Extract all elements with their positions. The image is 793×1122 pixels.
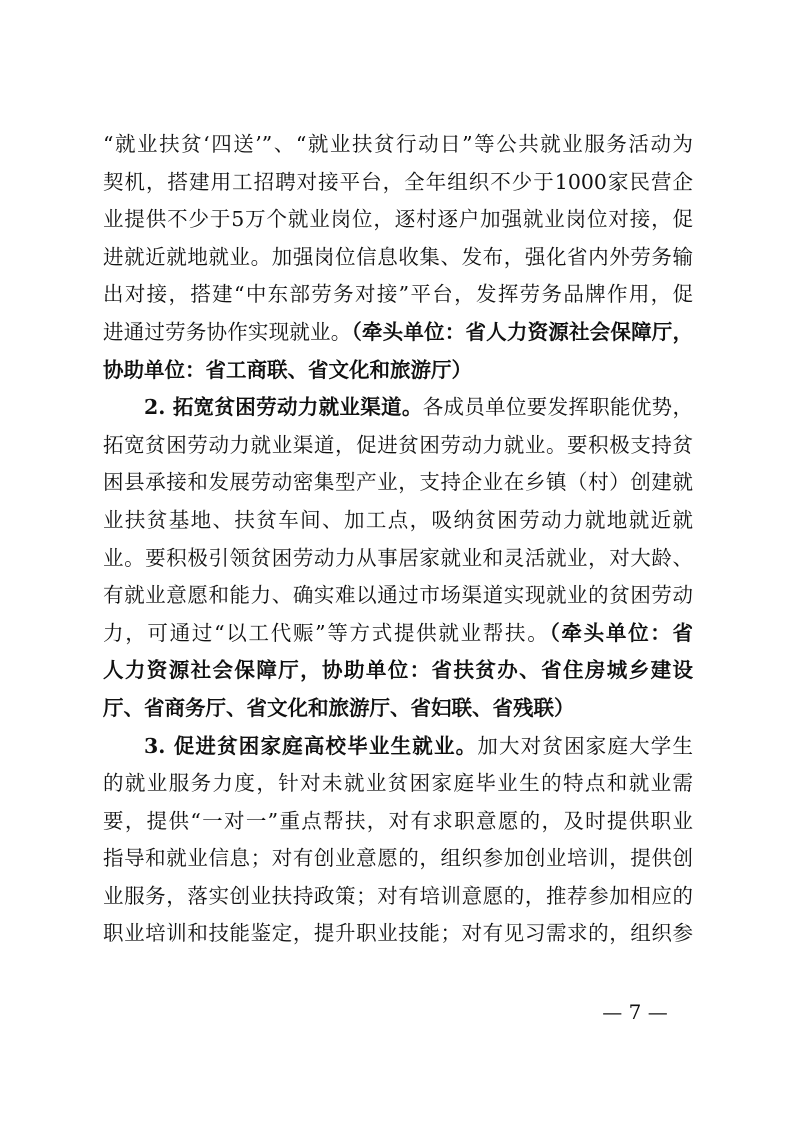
text-line [103,803,693,841]
text-line [103,690,693,728]
bold-text-segment: 协助单位：省工商联、省文化和旅游厅） [103,357,472,382]
text-line [103,728,693,766]
bold-text-segment: 厅、省商务厅、省文化和旅游厅、省妇联、省残联） [103,695,575,720]
text-segment: 进通过劳务协作实现就业。 [103,319,352,344]
text-line [103,314,693,352]
bold-text-segment: 2. 拓宽贫困劳动力就业渠道。 [144,395,423,420]
text-line [103,878,693,916]
text-segment: 的就业服务力度，针对未就业贫困家庭毕业生的特点和就业需 [103,771,693,796]
text-segment: “就业扶贫‘四送’”、“就业扶贫行动日”等公共就业服务活动为 [103,132,693,156]
paragraph [103,389,693,727]
bold-text-segment: （牵头单位：省 [549,620,693,645]
text-line [103,126,693,164]
text-segment: 业提供不少于5万个就业岗位，逐村逐户加强就业岗位对接，促 [103,207,693,232]
text-segment: 拓宽贫困劳动力就业渠道，促进贫困劳动力就业。要积极支持贫 [103,432,693,457]
text-line [103,389,693,427]
text-line [103,239,693,277]
text-line [103,164,693,202]
text-segment: 指导和就业信息；对有创业意愿的，组织参加创业培训，提供创 [103,846,693,871]
paragraph [103,728,693,954]
text-line [103,577,693,615]
text-segment: 有就业意愿和能力、确实难以通过市场渠道实现就业的贫困劳动 [103,583,693,608]
bold-text-segment: 人力资源社会保障厅，协助单位：省扶贫办、省住房城乡建设 [103,658,693,683]
bold-text-segment: 3. 促进贫困家庭高校毕业生就业。 [144,733,478,758]
text-segment: 职业培训和技能鉴定，提升职业技能；对有见习需求的，组织参 [103,921,693,946]
page-number: — 7 — [602,1000,668,1024]
text-line [103,915,693,953]
text-segment: 要，提供“一对一”重点帮扶，对有求职意愿的，及时提供职业 [103,808,693,833]
text-segment: 加大对贫困家庭大学生 [477,733,693,758]
text-segment: 业服务，落实创业扶持政策；对有培训意愿的，推荐参加相应的 [103,883,693,908]
text-line [103,352,693,390]
text-line [103,615,693,653]
text-segment: 进就近就地就业。加强岗位信息收集、发布，强化省内外劳务输 [103,244,693,269]
text-segment: 出对接，搭建“中东部劳务对接”平台，发挥劳务品牌作用，促 [103,282,693,307]
text-line [103,201,693,239]
paragraph [103,126,693,389]
text-segment: 业。要积极引领贫困劳动力从事居家就业和灵活就业，对大龄、 [103,545,693,570]
text-line [103,427,693,465]
text-line [103,840,693,878]
text-segment: 困县承接和发展劳动密集型产业，支持企业在乡镇（村）创建就 [103,470,693,495]
text-line [103,464,693,502]
text-segment: 力，可通过“以工代赈”等方式提供就业帮扶。 [103,620,550,645]
text-line [103,652,693,690]
document-body [103,126,693,953]
text-line [103,502,693,540]
bold-text-segment: （牵头单位：省人力资源社会保障厅， [351,319,693,344]
text-line [103,540,693,578]
text-segment: 业扶贫基地、扶贫车间、加工点，吸纳贫困劳动力就地就近就 [103,507,693,532]
text-line [103,765,693,803]
text-segment: 各成员单位要发挥职能优势， [422,395,693,420]
text-line [103,276,693,314]
text-segment: 契机，搭建用工招聘对接平台，全年组织不少于1000家民营企 [103,169,693,194]
